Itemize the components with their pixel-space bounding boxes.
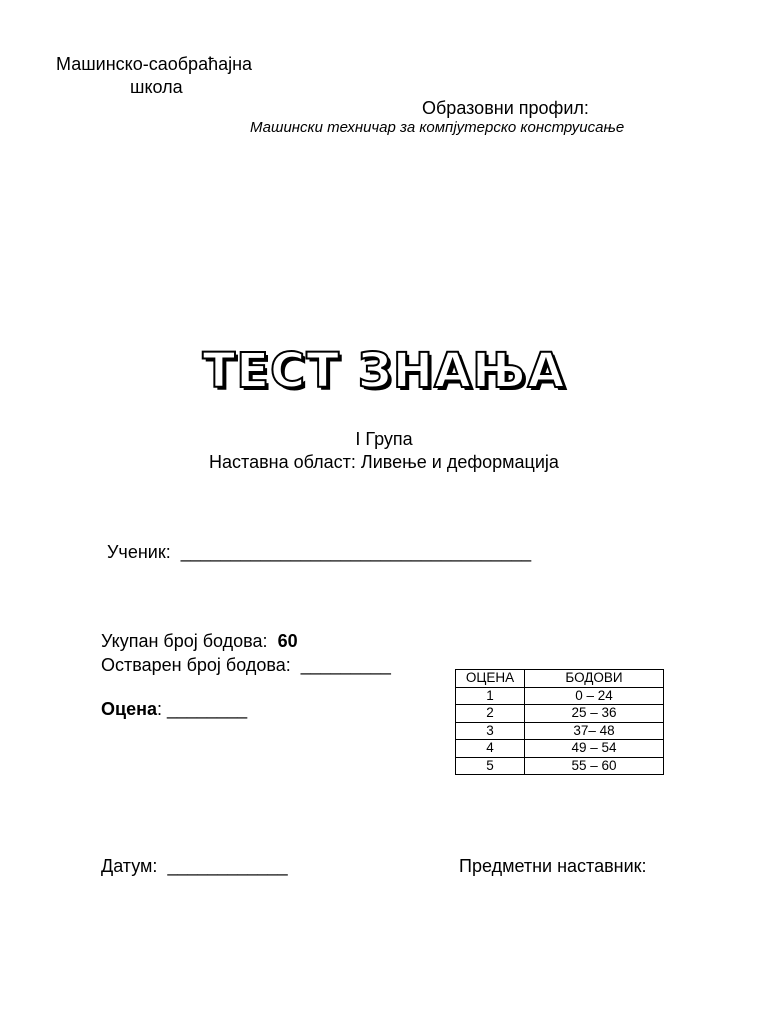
date-label: Датум: [101, 856, 158, 876]
group-label: I Група [355, 429, 413, 449]
table-cell-points: 0 – 24 [525, 687, 664, 705]
earned-points-blank: _________ [300, 655, 391, 675]
student-field [107, 541, 531, 563]
table-cell-grade: 4 [456, 740, 525, 758]
profile-label: Образовни профил: [422, 98, 589, 118]
grade-label: Оцена [101, 699, 157, 719]
date-blank: ____________ [167, 856, 288, 876]
table-cell-points: 49 – 54 [525, 740, 664, 758]
grade-blank: ________ [167, 699, 248, 719]
table-cell-grade: 1 [456, 687, 525, 705]
table-row [456, 687, 664, 705]
student-blank: ___________________________________ [180, 542, 532, 562]
date-field [101, 855, 288, 877]
table-cell-points: 55 – 60 [525, 757, 664, 775]
grade-field [101, 698, 247, 720]
grading-scale-table [455, 669, 664, 775]
table-row [456, 705, 664, 723]
table-cell-points: 25 – 36 [525, 705, 664, 723]
table-header-row [456, 670, 664, 688]
earned-points [101, 654, 391, 676]
total-points-value: 60 [277, 631, 298, 651]
earned-points-label: Остварен број бодова: [101, 655, 291, 675]
grade-colon: : [156, 699, 162, 719]
school-name-line1: Машинско-саобраћајна [56, 54, 253, 74]
school-name-line2: школа [130, 77, 183, 97]
table-row [456, 757, 664, 775]
table-cell-grade: 2 [456, 705, 525, 723]
total-points [101, 630, 298, 652]
table-cell-grade: 3 [456, 722, 525, 740]
teacher-label: Предметни наставник: [459, 856, 647, 876]
column-header-grade: ОЦЕНА [456, 670, 525, 688]
student-label: Ученик: [107, 542, 171, 562]
table-row [456, 722, 664, 740]
page-title: ТЕСТ ЗНАЊА [202, 343, 566, 399]
table-row [456, 740, 664, 758]
subject-area: Наставна област: Ливење и деформација [209, 452, 559, 472]
profile-value: Машински техничар за компјутерско конструисање [250, 119, 625, 136]
total-points-label: Укупан број бодова: [101, 631, 268, 651]
table-cell-points: 37– 48 [525, 722, 664, 740]
column-header-points: БОДОВИ [525, 670, 664, 688]
table-cell-grade: 5 [456, 757, 525, 775]
